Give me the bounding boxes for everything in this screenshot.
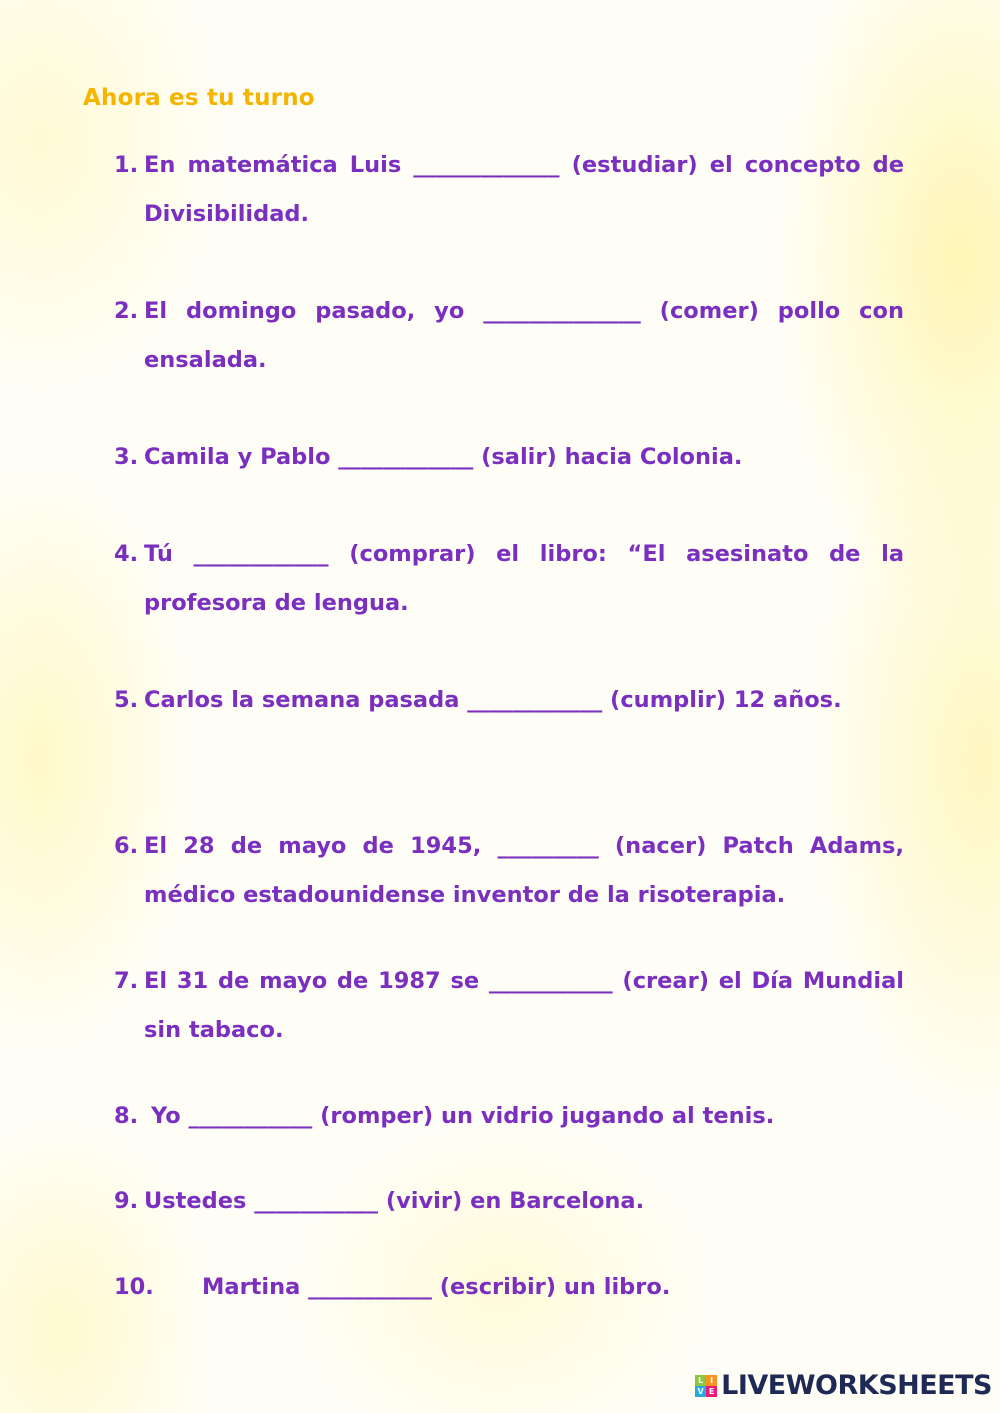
item-text: El 28 de mayo de 1945, _________ (nacer) Patch Adams, médico estadounidense inventor de la risoterapia. — [144, 833, 904, 908]
logo-letter: I — [706, 1375, 717, 1386]
liveworksheets-logo-icon — [695, 1375, 717, 1397]
exercise-item-2 — [114, 287, 904, 385]
exercise-item-5 — [114, 676, 904, 725]
brand-name: LIVEWORKSHEETS — [721, 1370, 992, 1401]
item-text: El domingo pasado, yo ______________ (comer) pollo con ensalada. — [144, 298, 904, 373]
item-text: Tú ____________ (comprar) el libro: “El asesinato de la profesora de lengua. — [144, 541, 904, 616]
item-number: 10. — [114, 1274, 154, 1300]
item-number: 2. — [114, 298, 139, 324]
item-text: Martina ___________ (escribir) un libro. — [202, 1274, 671, 1300]
exercise-item-3 — [114, 433, 904, 482]
item-number: 1. — [114, 152, 139, 178]
item-text: Carlos la semana pasada ____________ (cumplir) 12 años. — [144, 687, 842, 713]
exercise-item-8 — [114, 1092, 904, 1141]
item-text: Yo ___________ (romper) un vidrio jugando al tenis. — [151, 1103, 775, 1129]
logo-letter: L — [695, 1375, 706, 1386]
item-number: 6. — [114, 833, 139, 859]
item-number: 9. — [114, 1188, 139, 1214]
exercise-item-7 — [114, 957, 904, 1055]
item-text: Ustedes ___________ (vivir) en Barcelona. — [144, 1188, 645, 1214]
exercise-item-1 — [114, 141, 904, 239]
exercise-item-9 — [114, 1177, 904, 1226]
exercise-item-10 — [114, 1263, 904, 1312]
item-number: 7. — [114, 968, 139, 994]
logo-letter: V — [695, 1386, 706, 1397]
exercise-item-6 — [114, 822, 904, 920]
section-heading: Ahora es tu turno — [83, 85, 315, 111]
logo-letter: E — [706, 1386, 717, 1397]
item-number: 3. — [114, 444, 139, 470]
item-number: 4. — [114, 541, 139, 567]
exercise-item-4 — [114, 530, 904, 628]
liveworksheets-brand — [695, 1370, 992, 1401]
item-text: Camila y Pablo ____________ (salir) hacia Colonia. — [144, 444, 743, 470]
item-number: 8. — [114, 1103, 139, 1129]
item-number: 5. — [114, 687, 139, 713]
item-text: El 31 de mayo de 1987 se ___________ (crear) el Día Mundial sin tabaco. — [144, 968, 904, 1043]
item-text: En matemática Luis _____________ (estudiar) el concepto de Divisibilidad. — [144, 152, 904, 227]
